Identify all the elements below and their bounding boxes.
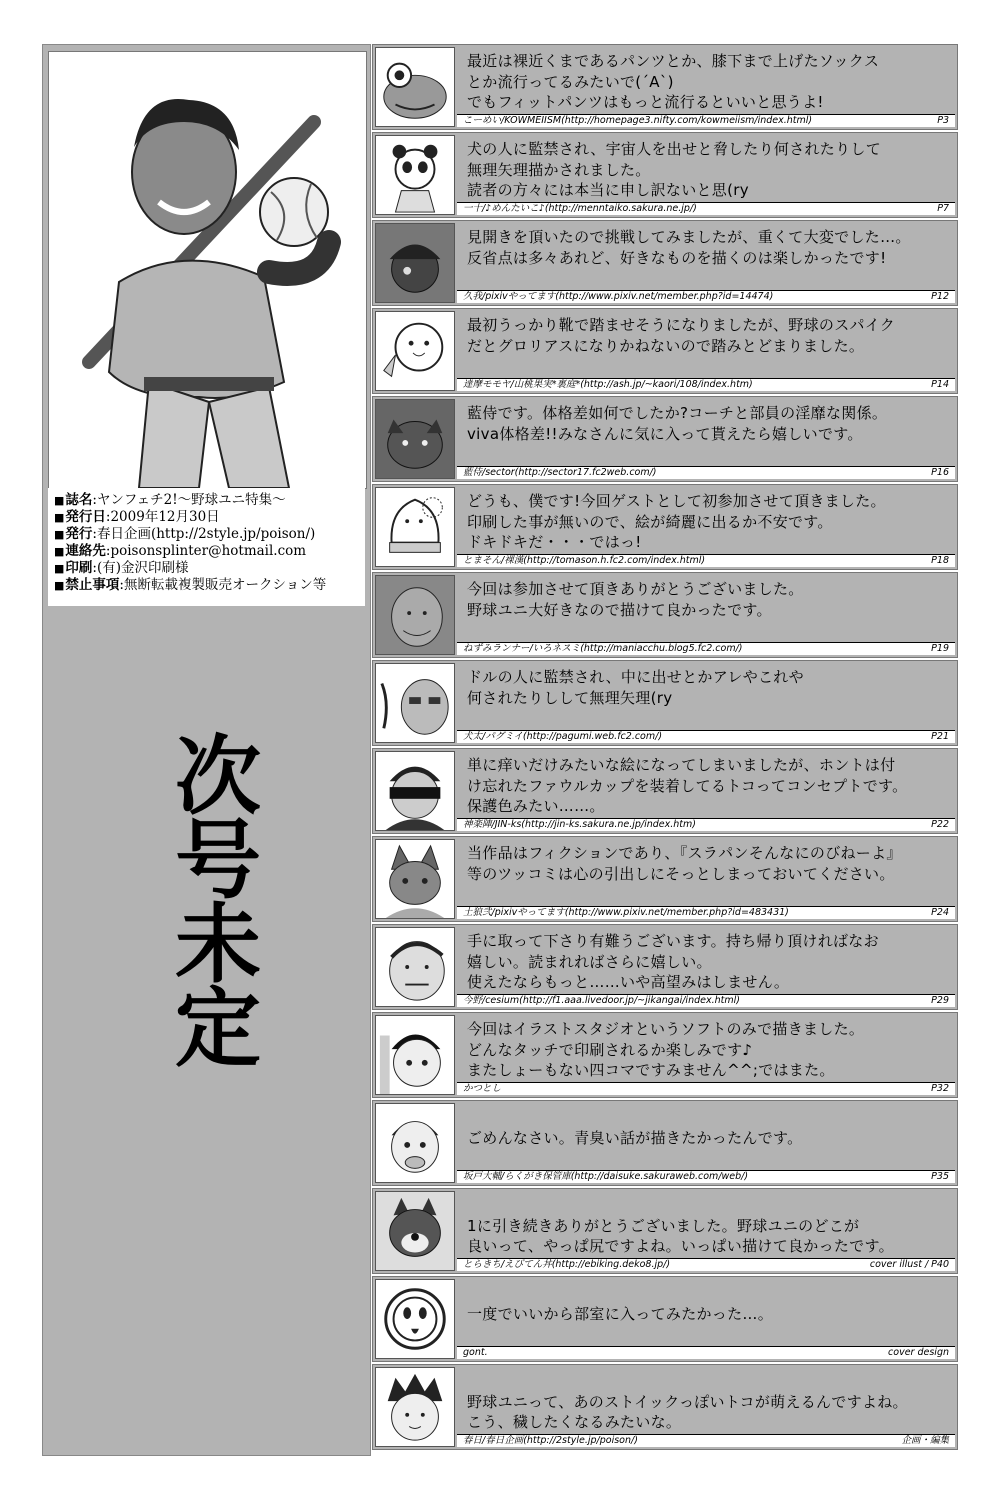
dog-man-icon <box>375 663 455 743</box>
contributor-credit: こーめい/KOWMEIISM(http://homepage3.nifty.com/kowmeiism/index.html) <box>463 115 813 126</box>
credit-bar <box>457 114 955 127</box>
contributor-credit: 久我/pixivやってます(http://www.pixiv.net/member.php?id=14474) <box>463 291 774 302</box>
beast-face-icon <box>375 399 455 479</box>
page-reference: cover design <box>888 1347 949 1358</box>
page-reference: P21 <box>931 731 949 742</box>
page-reference: P24 <box>931 907 949 918</box>
contributor-comment: 最初うっかり靴で踏ませそうになりましたが、野球のスパイク だとグロリアスになりかねないので踏みとどまりました。 <box>467 316 896 355</box>
contributor-comment: 当作品はフィクションであり、『スラパンそんなにのびねーよ』 等のツッコミは心の引出しにそっとしまっておいてください。 <box>467 844 902 883</box>
contributor-credit: 一十/♪めんたいこ♪(http://menntaiko.sakura.ne.jp/) <box>463 203 697 214</box>
credit-bar <box>457 1170 955 1183</box>
contributor-credit: 犬太/パグミイ(http://pagumi.web.fc2.com/) <box>463 731 663 742</box>
contributor-entry <box>372 132 958 218</box>
contributor-entry <box>372 1276 958 1362</box>
contributor-credit: かつとし <box>463 1083 502 1094</box>
page-reference: P29 <box>931 995 949 1006</box>
credit-bar <box>457 994 955 1007</box>
next-issue-heading: 次 号 未 定 <box>175 726 261 1079</box>
panda-icon <box>375 135 455 215</box>
contributor-comment: 単に痒いだけみたいな絵になってしまいましたが、ホントは付 け忘れたファウルカップを装着してるトコってコンセプトです。 保護色みたい……。 <box>467 756 908 815</box>
round-face-icon <box>375 1279 455 1359</box>
contributor-entry <box>372 1188 958 1274</box>
credit-bar <box>457 1082 955 1095</box>
page-reference: P32 <box>931 1083 949 1094</box>
page-reference: P12 <box>931 291 949 302</box>
page-reference: 企画・編集 <box>901 1435 949 1446</box>
onigiri-icon <box>375 487 455 567</box>
page-reference: P18 <box>931 555 949 566</box>
contributor-credit: 神楽陣/JIN-ks(http://jin-ks.sakura.ne.jp/index.htm) <box>463 819 696 830</box>
contributor-entry <box>372 836 958 922</box>
contributor-comment: 今回はイラストスタジオというソフトのみで描きました。 どんなタッチで印刷されるか楽しみです♪ またしょーもない四コマですみません^^;ではまた。 <box>467 1020 865 1079</box>
contributor-entry <box>372 396 958 482</box>
credit-bar <box>457 906 955 919</box>
baseball-player-illustration <box>48 51 367 489</box>
info-publisher: ■発行:春日企画(http://2style.jp/poison/) <box>54 526 316 542</box>
page-reference: P3 <box>937 115 949 126</box>
credit-bar <box>457 554 955 567</box>
contributor-entry <box>372 924 958 1010</box>
wolf-icon <box>375 839 455 919</box>
colophon-info <box>48 488 365 606</box>
contributor-entry <box>372 308 958 394</box>
contributor-credit: ねずみランナー/いろネスミ(http://maniacchu.blog5.fc2.com/) <box>463 643 743 654</box>
credit-bar <box>457 730 955 743</box>
page-reference: P19 <box>931 643 949 654</box>
contributor-comment: 犬の人に監禁され、宇宙人を出せと脅したり何されたりして 無理矢理描かされました。 読者の方々には本当に申し訳ないと思(ry <box>467 140 882 199</box>
page-reference: P7 <box>937 203 949 214</box>
credit-bar <box>457 202 955 215</box>
info-printer: ■印刷:(有)金沢印刷様 <box>54 560 189 576</box>
buzzcut-boy-icon <box>375 1103 455 1183</box>
info-title: ■誌名:ヤンフェチ2!〜野球ユニ特集〜 <box>54 492 286 508</box>
page-reference: P35 <box>931 1171 949 1182</box>
credit-bar <box>457 1258 955 1271</box>
page-reference: P14 <box>931 379 949 390</box>
contributor-comment: どうも、僕です!今回ゲストとして初参加させて頂きました。 印刷した事が無いので、絵が綺麗に出るか不安です。 ドキドキだ・・・ではっ! <box>467 492 886 551</box>
baseball-player-icon <box>49 52 366 488</box>
contributor-entry <box>372 748 958 834</box>
contributor-comment: 手に取って下さり有難うございます。持ち帰り頂ければなお 嬉しい。読まれればさらに嬉しい。 使えたならもっと……いや高望みはしません。 <box>467 932 879 991</box>
page-reference: cover illust / P40 <box>869 1259 949 1270</box>
bald-man-icon <box>375 575 455 655</box>
contributor-entry <box>372 44 958 130</box>
contributor-entry <box>372 660 958 746</box>
contributor-credit: 今野/cesium(http://f1.aaa.livedoor.jp/~jikangai/index.html) <box>463 995 740 1006</box>
contributor-comment: 藍侍です。体格差如何でしたか?コーチと部員の淫靡な関係。 viva体格差!!みなさんに気に入って貰えたら嬉しいです。 <box>467 404 888 443</box>
contributor-comment: 最近は裸近くまであるパンツとか、膝下まで上げたソックス とか流行ってるみたいで(´A`) でもフィットパンツはもっと流行るといいと思うよ! <box>467 52 880 111</box>
contributor-entry <box>372 1012 958 1098</box>
boy-cap-icon <box>375 223 455 303</box>
info-date: ■発行日:2009年12月30日 <box>54 509 220 525</box>
page-reference: P22 <box>931 819 949 830</box>
colophon-panel <box>42 44 371 1456</box>
contributor-comment: ドルの人に監禁され、中に出せとかアレやこれや 何されたりしして無理矢理(ry <box>467 668 804 707</box>
contributor-credit: とらきち/えびてん丼(http://ebiking.deko8.jp/) <box>463 1259 671 1270</box>
contributor-credit: 春日/春日企画(http://2style.jp/poison/) <box>463 1435 638 1446</box>
frog-icon <box>375 47 455 127</box>
credit-bar <box>457 1346 955 1359</box>
contributor-comment: 野球ユニって、あのストイックっぽいトコが萌えるんですよね。 こう、穢したくなるみたいな。 <box>467 1392 908 1431</box>
contributor-credit: 藍侍/sector(http://sector17.fc2web.com/) <box>463 467 657 478</box>
credit-bar <box>457 378 955 391</box>
censored-boy-icon <box>375 751 455 831</box>
info-contact: ■連絡先:poisonsplinter@hotmail.com <box>54 543 307 559</box>
contributor-credit: 坂戸大輔/らくがき保管庫(http://daisuke.sakuraweb.com/web/) <box>463 1171 749 1182</box>
shiba-dog-icon <box>375 1191 455 1271</box>
contributor-credit: とまそん/裸漢(http://tomason.h.fc2.com/index.html) <box>463 555 706 566</box>
contributor-entry <box>372 220 958 306</box>
credit-bar <box>457 1434 955 1447</box>
contributor-entry <box>372 572 958 658</box>
page-reference: P16 <box>931 467 949 478</box>
contributor-comment: 見開きを頂いたので挑戦してみましたが、重くて大変でした…。 反省点は多々あれど、好きなものを描くのは楽しかったです! <box>467 228 911 267</box>
info-prohibited: ■禁止事項:無断転載複製販売オークション等 <box>54 577 327 593</box>
contributor-entry <box>372 484 958 570</box>
contributor-credit: gont. <box>463 1347 488 1358</box>
spiky-hair-icon <box>375 1367 455 1447</box>
kid-icon <box>375 1015 455 1095</box>
smiley-icon <box>375 311 455 391</box>
credit-bar <box>457 818 955 831</box>
credit-bar <box>457 466 955 479</box>
contributor-comment: 今回は参加させて頂きありがとうございました。 野球ユニ大好きなので描けて良かったです。 <box>467 580 804 619</box>
contributor-comment: 1に引き続きありがとうございました。野球ユニのどこが 良いって、やっぱ尻ですよね。いっぱい描けて良かったです。 <box>467 1216 894 1255</box>
contributor-entry <box>372 1364 958 1450</box>
sweaty-man-icon <box>375 927 455 1007</box>
contributor-credit: 達摩モモヤ/山桃果実*裏庭*(http://ash.jp/~kaori/108/index.htm) <box>463 379 753 390</box>
contributor-credit: 土狼弐/pixivやってます(http://www.pixiv.net/member.php?id=483431) <box>463 907 789 918</box>
contributor-comment: 一度でいいから部室に入ってみたかった…。 <box>467 1304 774 1323</box>
contributor-entry <box>372 1100 958 1186</box>
contributor-comment: ごめんなさい。青臭い話が描きたかったんです。 <box>467 1128 803 1147</box>
credit-bar <box>457 642 955 655</box>
credit-bar <box>457 290 955 303</box>
